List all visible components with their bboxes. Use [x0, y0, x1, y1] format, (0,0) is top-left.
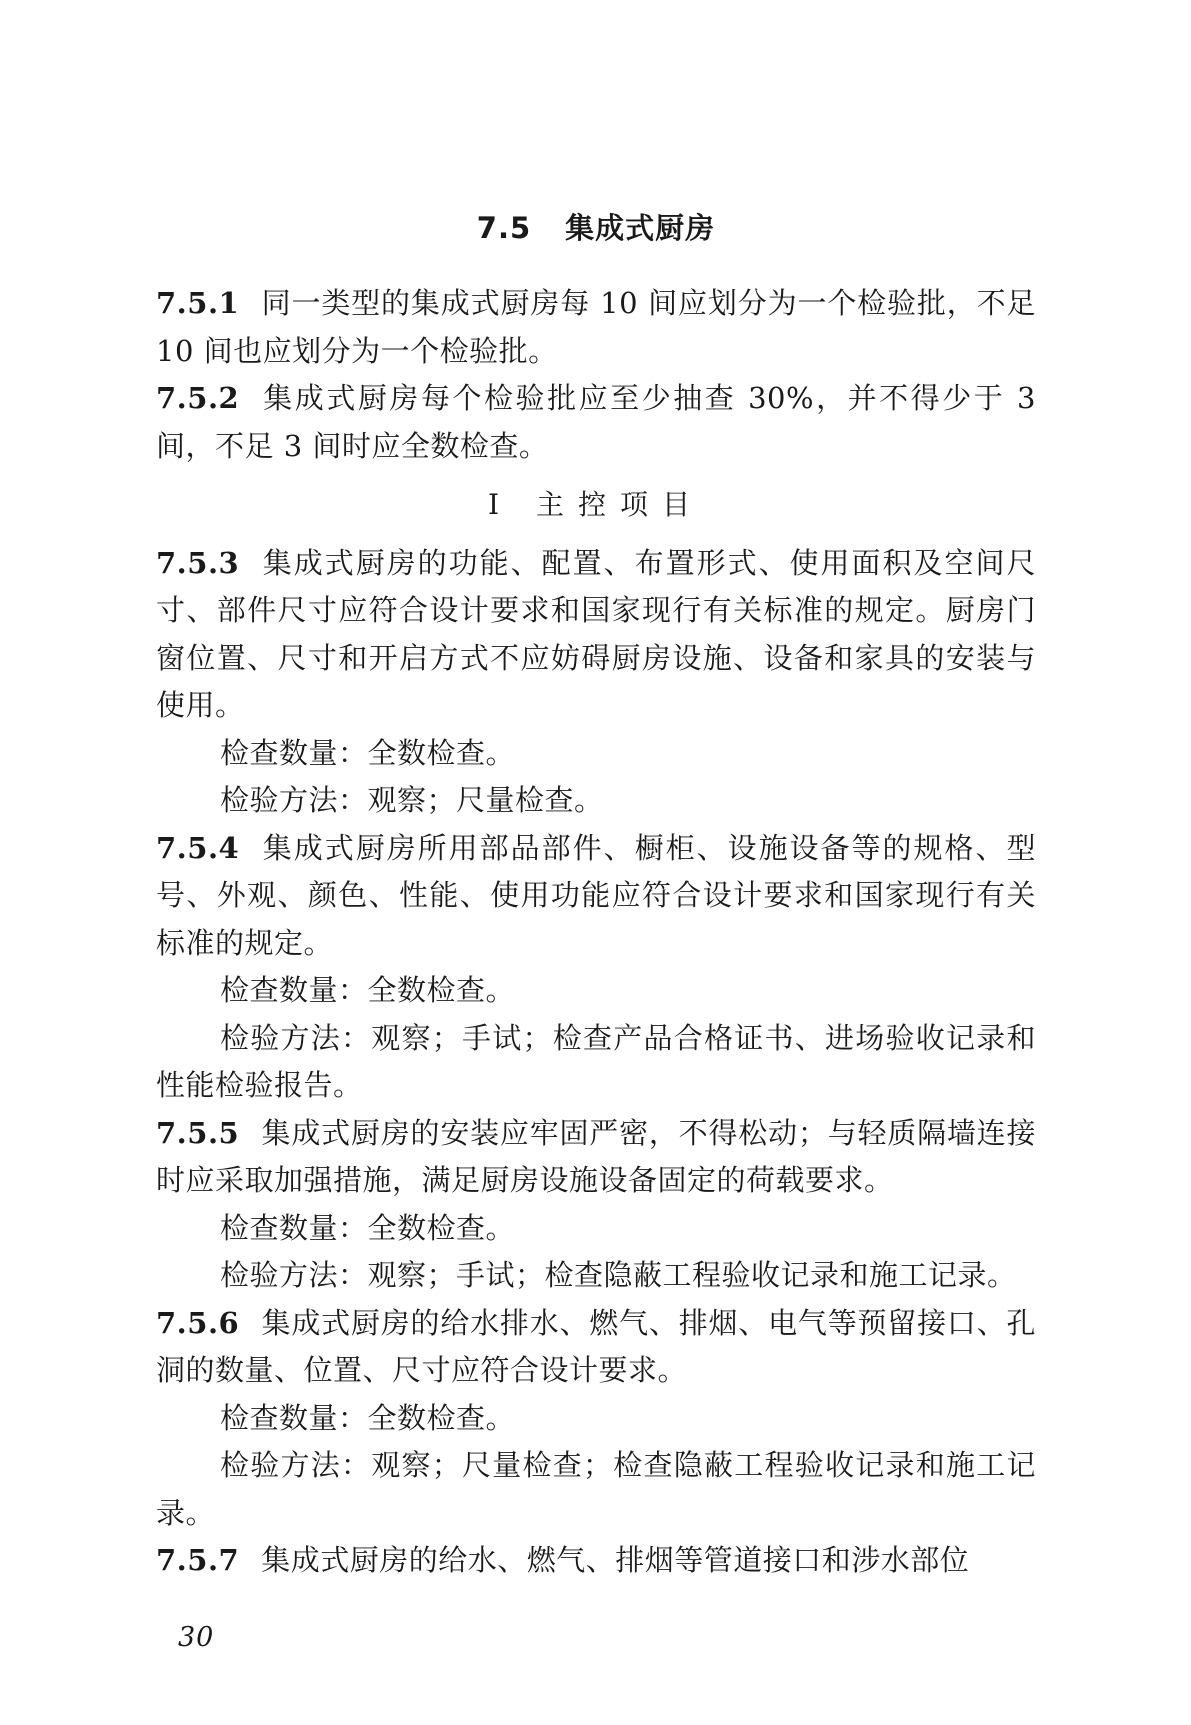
clause-number: 7.5.3: [156, 545, 240, 580]
clause-7-5-2: [156, 375, 1036, 470]
inspection-quantity: 检查数量：全数检查。: [220, 1400, 516, 1435]
clause-number: 7.5.6: [156, 1305, 240, 1340]
section-title-text: 集成式厨房: [565, 211, 716, 245]
inspection-method: 检验方法：观察；手试；检查产品合格证书、进场验收记录和性能检验报告。: [156, 1020, 1036, 1102]
clause-7-5-1: [156, 280, 1036, 375]
clause-text: 集成式厨房每个检验批应至少抽查 30%，并不得少于 3 间，不足 3 间时应全数检查。: [156, 381, 1036, 463]
clause-text: 集成式厨房的安装应牢固严密，不得松动；与轻质隔墙连接时应采取加强措施，满足厨房设施设备固定的荷载要求。: [156, 1115, 1036, 1197]
clause-7-5-7: [156, 1537, 1036, 1585]
document-page: [156, 0, 1036, 1725]
clause-text: 同一类型的集成式厨房每 10 间应划分为一个检验批，不足 10 间也应划分为一个检验批。: [156, 286, 1036, 368]
inspection-quantity: 检查数量：全数检查。: [220, 973, 516, 1007]
clause-number: 7.5.5: [156, 1115, 240, 1150]
inspection-method: 检验方法：观察；尺量检查。: [220, 783, 604, 817]
inspection-method: 检验方法：观察；手试；检查隐蔽工程验收记录和施工记录。: [220, 1258, 1017, 1292]
clause-7-5-3: [156, 540, 1036, 730]
body-text: [156, 280, 1036, 1585]
clause-text: 集成式厨房所用部品部件、橱柜、设施设备等的规格、型号、外观、颜色、性能、使用功能应符合设计要求和国家现行有关标准的规定。: [156, 830, 1036, 960]
page-number: 30: [178, 1622, 215, 1653]
section-number: 7.5: [476, 211, 532, 245]
section-title: [156, 208, 1036, 248]
clause-7-5-4: [156, 825, 1036, 968]
clause-number: 7.5.1: [156, 286, 240, 320]
clause-number: 7.5.2: [156, 381, 240, 415]
clause-7-5-6: [156, 1300, 1036, 1395]
clause-text: 集成式厨房的功能、配置、布置形式、使用面积及空间尺寸、部件尺寸应符合设计要求和国家现行有关标准的规定。厨房门窗位置、尺寸和开启方式不应妨碍厨房设施、设备和家具的安装与使用。: [156, 545, 1036, 722]
inspection-quantity: 检查数量：全数检查。: [220, 735, 516, 770]
clause-number: 7.5.4: [156, 830, 240, 865]
clause-text: 集成式厨房的给水、燃气、排烟等管道接口和涉水部位: [261, 1543, 970, 1577]
clause-text: 集成式厨房的给水排水、燃气、排烟、电气等预留接口、孔洞的数量、位置、尺寸应符合设计要求。: [156, 1305, 1036, 1387]
subheading-main-control-items: Ⅰ 主控项目: [488, 488, 704, 521]
inspection-method: 检验方法：观察；尺量检查；检查隐蔽工程验收记录和施工记录。: [156, 1448, 1036, 1530]
inspection-quantity: 检查数量：全数检查。: [220, 1210, 516, 1245]
clause-7-5-5: [156, 1110, 1036, 1205]
clause-number: 7.5.7: [156, 1543, 240, 1577]
